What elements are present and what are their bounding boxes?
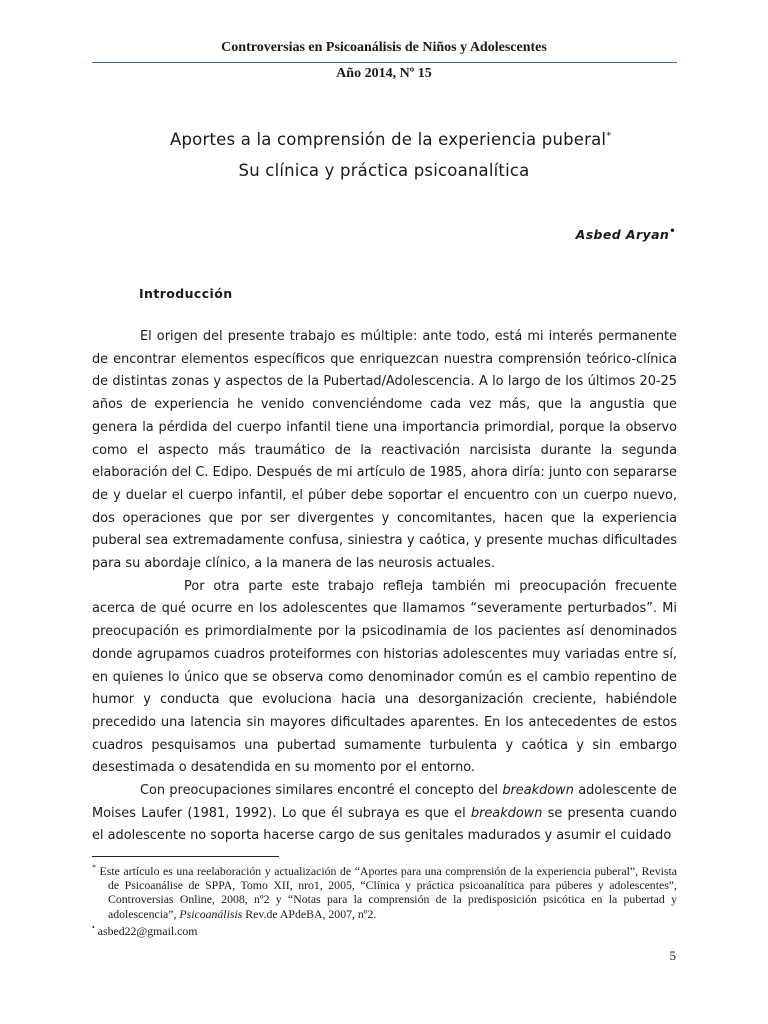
journal-header: Controversias en Psicoanálisis de Niños y Adolescentes — [221, 40, 547, 55]
page-number: 5 — [669, 948, 676, 963]
author-email-link[interactable]: asbed22@gmail.com — [94, 923, 198, 938]
footnote-2-marker: • — [92, 922, 95, 932]
footnote-1-text-a: Este artículo es una reelaboración y actualización de “Aportes para una comprensión de la experiencia puberal”, Revista de Psicoanálise de SPPA, Tomo XII, nro1, 2005, “Clínica y práctica psicoanalítica para púberes y adolescentes”, Controversias Online, 2008, nº2 y “Notas para la comprensión de la predisposición psicótica en la pubertad y adolescencia”, — [96, 863, 677, 921]
author-name — [576, 226, 676, 242]
footnote-1-journal: Psicoanálisis — [179, 906, 243, 921]
article-subtitle: Su clínica y práctica psicoanalítica — [238, 161, 530, 180]
article-title-text: Aportes a la comprensión de la experiencia puberal — [170, 130, 607, 149]
paragraph-3-text-a: Con preocupaciones similares encontré el concepto del — [140, 783, 503, 799]
footnote-1-text-b: Rev.de APdeBA, 2007, nº2. — [242, 906, 377, 921]
article-title — [170, 130, 611, 149]
footnotes — [92, 861, 677, 938]
paragraph-3-text-b: adolescente de Moises Laufer (1981, 1992). Lo que él subraya es que el — [92, 783, 677, 821]
footnote-divider — [92, 856, 279, 857]
paragraph-3 — [92, 780, 677, 848]
paragraph-1: El origen del presente trabajo es múltiple: ante todo, está mi interés permanente de encontrar elementos específicos que enriquezcan nuestra comprensión teórico-clínica de distintas zonas y aspectos de la Pubertad/Adolescencia. A lo largo de los últimos 20-25 años de experiencia he venido convenciéndome cada vez más, que la angustia que genera la pérdida del cuerpo infantil tiene una importancia primordial, porque la observo como el aspecto más traumático de la reactivación narcisista durante la segunda elaboración del C. Edipo. Después de mi artículo de 1985, ahora diría: junto con separarse de y duelar el cuerpo infantil, el púber debe soportar el encuentro con un cuerpo nuevo, dos operaciones que por ser divergentes y concomitantes, hacen que la experiencia puberal sea extremadamente confusa, siniestra y caótica, y presente muchas dificultades para su abordaje clínico, a la manera de las neurosis actuales. — [92, 329, 677, 572]
term-breakdown: breakdown — [470, 805, 543, 821]
footnote-1 — [92, 861, 677, 921]
paragraph-3-text-c: se presenta cuando el adolescente no soporta hacerse cargo de sus genitales madurados y asumir el cuidado — [92, 805, 677, 844]
title-footnote-marker[interactable]: * — [606, 130, 612, 142]
term-breakdown: breakdown — [502, 783, 574, 799]
author-name-text: Asbed Aryan — [575, 227, 670, 243]
header-divider — [92, 62, 677, 63]
issue-line: Año 2014, Nº 15 — [336, 66, 432, 81]
article-body — [92, 326, 677, 848]
section-heading: Introducción — [139, 286, 233, 301]
paragraph-2: Por otra parte este trabajo refleja también mi preocupación frecuente acerca de qué ocurre en los adolescentes que llamamos “severamente perturbados”. Mi preocupación es primordialmente por la psicodinamia de los pacientes así denominados donde agrupamos cuadros proteiformes con historias adolescentes muy variadas entre sí, en quienes lo único que se observa como denominador común es el cambio repentino de humor y conducta que evoluciona hacia una desorganización creciente, habiéndole precedido una latencia sin mayores dificultades aparentes. En los antecedentes de estos cuadros pesquisamos una pubertad sumamente turbulenta y caótica y sin embargo desestimada o desatendida en su momento por el entorno. — [92, 578, 677, 776]
footnote-1-marker: * — [92, 863, 96, 872]
footnote-2 — [92, 921, 677, 938]
author-footnote-marker[interactable]: • — [669, 226, 676, 237]
